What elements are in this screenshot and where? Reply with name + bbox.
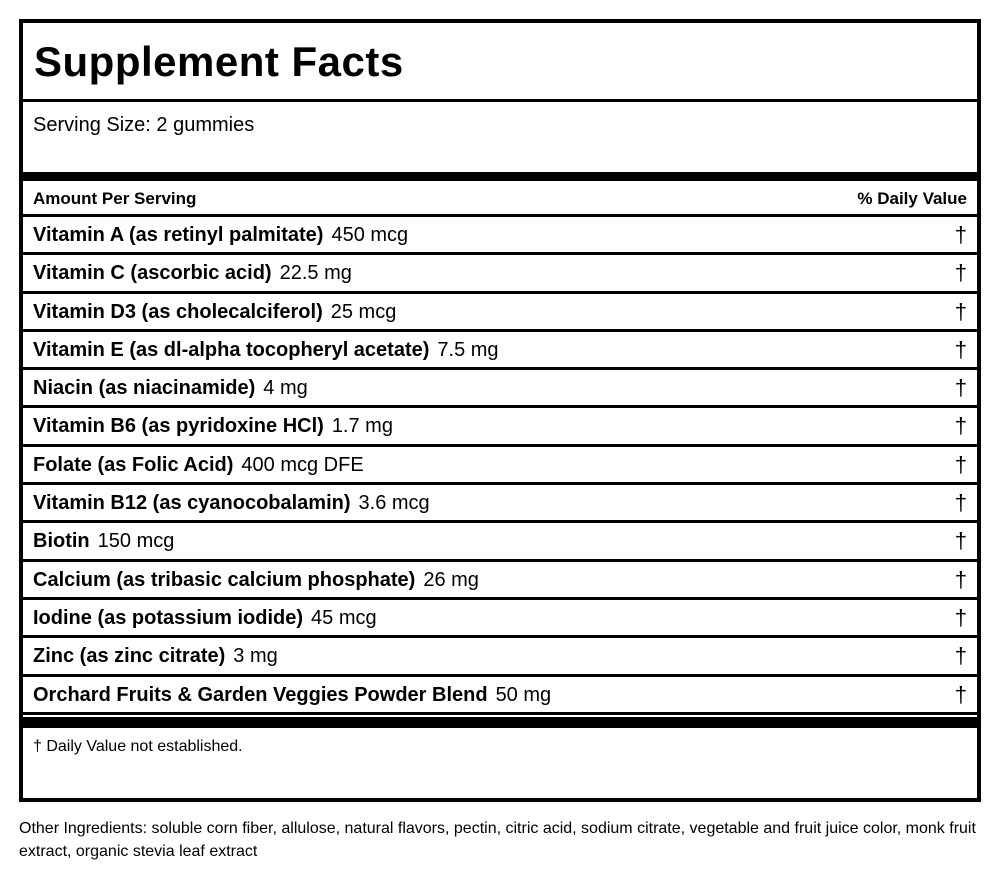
nutrient-amount: 25 mcg — [330, 300, 397, 323]
column-header-row — [23, 181, 977, 217]
daily-value-dagger: † — [954, 490, 967, 516]
nutrient-entry — [33, 491, 430, 515]
daily-value-dagger: † — [954, 566, 967, 592]
nutrient-name: Zinc (as zinc citrate) — [33, 645, 226, 668]
nutrient-amount: 50 mg — [495, 683, 552, 706]
nutrient-name: Biotin — [33, 530, 90, 553]
nutrient-entry — [33, 453, 364, 477]
daily-value-dagger: † — [954, 298, 967, 324]
daily-value-header: % Daily Value — [857, 189, 967, 208]
nutrient-amount: 45 mcg — [311, 606, 377, 629]
amount-per-serving-header: Amount Per Serving — [33, 189, 197, 208]
daily-value-dagger: † — [954, 260, 967, 286]
nutrient-name: Folate (as Folic Acid) — [33, 453, 234, 476]
nutrient-amount: 26 mg — [423, 568, 479, 591]
nutrient-row — [23, 447, 977, 485]
daily-value-dagger: † — [954, 413, 967, 439]
nutrient-name: Niacin (as niacinamide) — [33, 377, 256, 400]
daily-value-dagger: † — [954, 222, 967, 247]
daily-value-dagger: † — [954, 643, 967, 669]
other-ingredients: Other Ingredients: soluble corn fiber, allulose, natural flavors, pectin, citric acid, sodium citrate, vegetable and fruit juice color, monk fruit extract, organic stevia leaf extract — [19, 820, 976, 860]
nutrient-entry — [33, 261, 352, 285]
nutrient-row — [23, 370, 977, 408]
nutrient-entry — [33, 568, 479, 592]
nutrient-amount: 1.7 mg — [331, 415, 393, 438]
nutrient-amount: 450 mcg — [331, 224, 409, 246]
daily-value-dagger: † — [954, 375, 967, 401]
nutrient-row — [23, 600, 977, 638]
nutrient-name: Orchard Fruits & Garden Veggies Powder Blend — [33, 683, 488, 706]
daily-value-dagger: † — [954, 451, 967, 477]
nutrient-amount: 3.6 mcg — [358, 492, 430, 515]
nutrient-row — [23, 294, 977, 332]
nutrient-amount: 150 mcg — [97, 530, 175, 553]
nutrient-row — [23, 562, 977, 600]
nutrient-entry — [33, 529, 174, 553]
nutrient-name: Vitamin A (as retinyl palmitate) — [33, 224, 324, 246]
thick-divider-top — [23, 172, 977, 181]
nutrient-row — [23, 408, 977, 446]
nutrient-name: Iodine (as potassium iodide) — [33, 606, 304, 629]
nutrient-entry — [33, 223, 408, 247]
nutrient-row — [23, 255, 977, 293]
nutrient-amount: 400 mcg DFE — [241, 453, 364, 476]
nutrient-row — [23, 217, 977, 255]
nutrient-row — [23, 485, 977, 523]
nutrient-row — [23, 523, 977, 561]
nutrient-entry — [33, 376, 308, 400]
daily-value-dagger: † — [954, 604, 967, 630]
nutrient-row — [23, 332, 977, 370]
title-section — [23, 23, 977, 102]
thick-divider-bottom — [23, 717, 977, 728]
serving-size: Serving Size: 2 gummies — [33, 114, 255, 136]
nutrient-entry — [33, 644, 278, 668]
nutrient-row — [23, 677, 977, 715]
nutrient-entry — [33, 683, 551, 707]
nutrient-amount: 7.5 mg — [437, 338, 499, 361]
nutrient-name: Vitamin E (as dl-alpha tocopheryl acetate) — [33, 338, 430, 361]
footnote: † Daily Value not established. — [33, 738, 243, 755]
supplement-facts-panel — [19, 19, 981, 802]
nutrient-name: Vitamin C (ascorbic acid) — [33, 262, 272, 285]
nutrient-name: Calcium (as tribasic calcium phosphate) — [33, 568, 416, 591]
nutrient-name: Vitamin D3 (as cholecalciferol) — [33, 300, 323, 323]
nutrient-amount: 4 mg — [263, 377, 308, 400]
nutrient-amount: 3 mg — [233, 645, 278, 668]
label-title: Supplement Facts — [34, 38, 404, 85]
nutrient-amount: 22.5 mg — [279, 262, 352, 285]
serving-section — [23, 102, 977, 172]
nutrient-entry — [33, 606, 377, 630]
nutrient-rows — [23, 217, 977, 715]
nutrient-entry — [33, 300, 396, 324]
nutrient-name: Vitamin B12 (as cyanocobalamin) — [33, 492, 351, 515]
daily-value-dagger: † — [954, 528, 967, 554]
daily-value-dagger: † — [954, 336, 967, 362]
nutrient-row — [23, 638, 977, 676]
nutrient-name: Vitamin B6 (as pyridoxine HCl) — [33, 415, 324, 438]
daily-value-dagger: † — [954, 681, 967, 707]
nutrient-entry — [33, 338, 499, 362]
nutrient-entry — [33, 414, 393, 438]
